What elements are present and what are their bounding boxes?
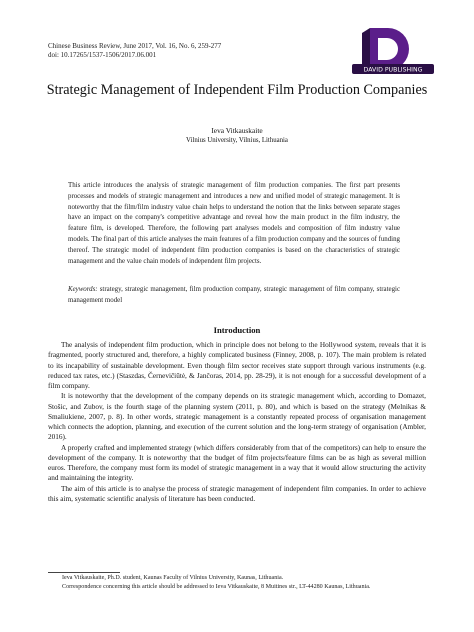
publisher-logo-text: DAVID PUBLISHING	[363, 66, 423, 74]
section-heading: Introduction	[213, 325, 261, 335]
journal-citation: Chinese Business Review, June 2017, Vol. 16, No. 6, 259-277	[48, 42, 222, 50]
keywords	[68, 285, 400, 306]
footnotes	[48, 574, 438, 591]
publisher-logo-icon	[352, 24, 434, 78]
footnote: Correspondence concerning this article should be addressed to Ieva Vitkauskaite, 8 Muitines str., LT-44280 Kaunas, Lithuania.	[62, 583, 371, 590]
footnote-divider	[48, 572, 120, 573]
paper-title: Strategic Management of Independent Film Production Companies	[46, 82, 428, 98]
paragraph: The analysis of independent film production, which in principle does not belong to the Hollywood system, reveals that it is fragmented, poorly structured and, therefore, a highly complicated business (Finney, 2008, p. 107). The main problem is related to its incapability of sustainable development. Even though film sector receives state support through various instruments (e.g. reduced tax rates, etc.) (Staszdas, Černevičiūtė, & Jančoras, 2014, pp. 28-29), it is not enough for a successful development of a film company.	[48, 341, 426, 390]
doi: doi: 10.17265/1537-1506/2017.06.001	[48, 51, 157, 59]
paragraph: It is noteworthy that the development of the company depends on its strategic management which, according to Domazet, Stošic, and Zubov, is the fourth stage of the planning system (2011, p. 80), and which is based on the strategy (Melnikas & Smaliukiene, 2007, p. 8). In other words, strategic management is a constantly repeated process of organisation management which connects the adoption, planning, and execution of the current solution and the long-term strategy of organisation (Ambler, 2016).	[48, 392, 426, 442]
introduction-body	[48, 340, 426, 504]
paragraph: The aim of this article is to analyse the process of strategic management of independent film companies. In order to achieve this aim, systematic scientific analysis of literature has been conducted.	[48, 484, 426, 503]
keywords-text: strategy, strategic management, film production company, strategic management of film company, strategic management model	[68, 286, 401, 304]
paragraph: A properly crafted and implemented strategy (which differs considerably from that of the competitors) can help to ensure the development of the company. It is noteworthy that the budget of film projects/feature films can be as high as several million euros. Therefore, the company must form its model of strategic management in a way that it would allow structuring the activity and maintaining the integrity.	[48, 443, 426, 483]
abstract: This article introduces the analysis of strategic management of film production companies. The first part presents processes and models of strategic management and introduces a new and unified model of strategic management. It is noteworthy that the film/film industry value chain helps to understand the notion that the links between separate stages have an impact on the company's competitive advantage and reveal how the main product in the film industry, the feature film, is developed. Therefore, the following part analyses models and composition of film industry value models. The final part of this article analyses the main features of a film production company and the sources of funding thereof. The strategic model of independent film production companies is based on the characteristics of strategic management and the value chain models of independent film projects.	[68, 182, 400, 265]
keywords-label: Keywords:	[68, 286, 98, 293]
author-name: Ieva Vitkauskaite	[211, 126, 263, 135]
footnote: Ieva Vitkauskaite, Ph.D. student, Kaunas Faculty of Vilnius University, Kaunas, Lithuania.	[62, 575, 284, 581]
journal-header	[48, 42, 221, 60]
author-affiliation: Vilnius University, Vilnius, Lithuania	[186, 137, 288, 144]
